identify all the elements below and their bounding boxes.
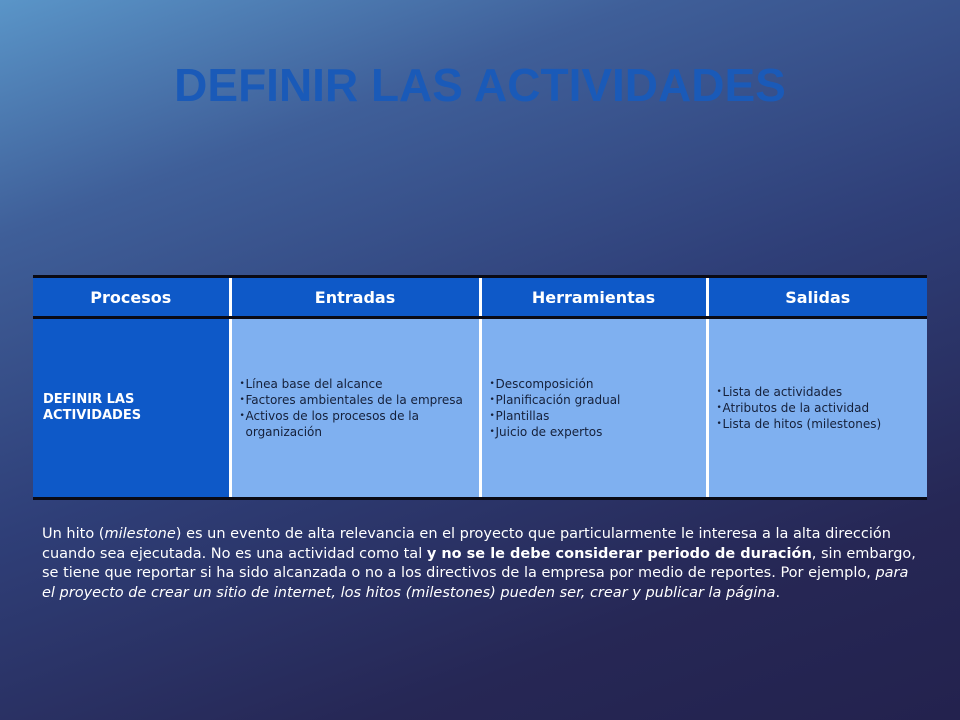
table-header-row bbox=[33, 277, 927, 318]
list-item: • Factores ambientales de la empresa bbox=[240, 392, 473, 408]
para-text: Un hito ( bbox=[42, 526, 105, 542]
header-herramientas: Herramientas bbox=[480, 277, 707, 318]
para-text: ) es un evento de alta relevancia en el proyecto que particularmente le interesa a la alta dirección cuando sea ejecutada. No es una actividad como tal bbox=[42, 526, 891, 562]
slide-title: DEFINIR LAS ACTIVIDADES bbox=[174, 59, 786, 111]
list-item: • Plantillas bbox=[490, 408, 700, 424]
para-italic: milestone bbox=[104, 526, 176, 542]
list-item: • Lista de hitos (milestones) bbox=[717, 416, 922, 432]
list-item: • Atributos de la actividad bbox=[717, 400, 922, 416]
milestone-paragraph bbox=[42, 525, 917, 603]
herramientas-list bbox=[490, 376, 700, 440]
header-entradas: Entradas bbox=[230, 277, 480, 318]
list-item: • Planificación gradual bbox=[490, 392, 700, 408]
para-text: , sin embargo, se tiene que reportar si ha sido alcanzada o no a los directivos de la empresa por medio de reportes. Por ejemplo, bbox=[42, 545, 916, 581]
entradas-cell bbox=[230, 318, 480, 499]
list-item: • Lista de actividades bbox=[717, 384, 922, 400]
entradas-list bbox=[240, 376, 473, 440]
list-item: • Línea base del alcance bbox=[240, 376, 473, 392]
header-procesos: Procesos bbox=[33, 277, 230, 318]
process-cell bbox=[33, 318, 230, 499]
table-row bbox=[33, 318, 927, 499]
list-item: • Descomposición bbox=[490, 376, 700, 392]
para-text: . bbox=[775, 584, 781, 601]
para-bold: y no se le debe considerar periodo de duración bbox=[426, 545, 812, 562]
salidas-list bbox=[717, 384, 922, 432]
list-item: • Juicio de expertos bbox=[490, 424, 700, 440]
header-salidas: Salidas bbox=[707, 277, 927, 318]
para-italic-example: para el proyecto de crear un sitio de internet, los hitos (milestones) pueden ser, crear y publicar la página bbox=[42, 565, 909, 601]
salidas-cell bbox=[707, 318, 927, 499]
list-item: • Activos de los procesos de la organización bbox=[240, 408, 473, 440]
herramientas-cell bbox=[480, 318, 707, 499]
process-name: DEFINIR LAS ACTIVIDADES bbox=[43, 392, 142, 423]
activities-table bbox=[33, 275, 927, 500]
